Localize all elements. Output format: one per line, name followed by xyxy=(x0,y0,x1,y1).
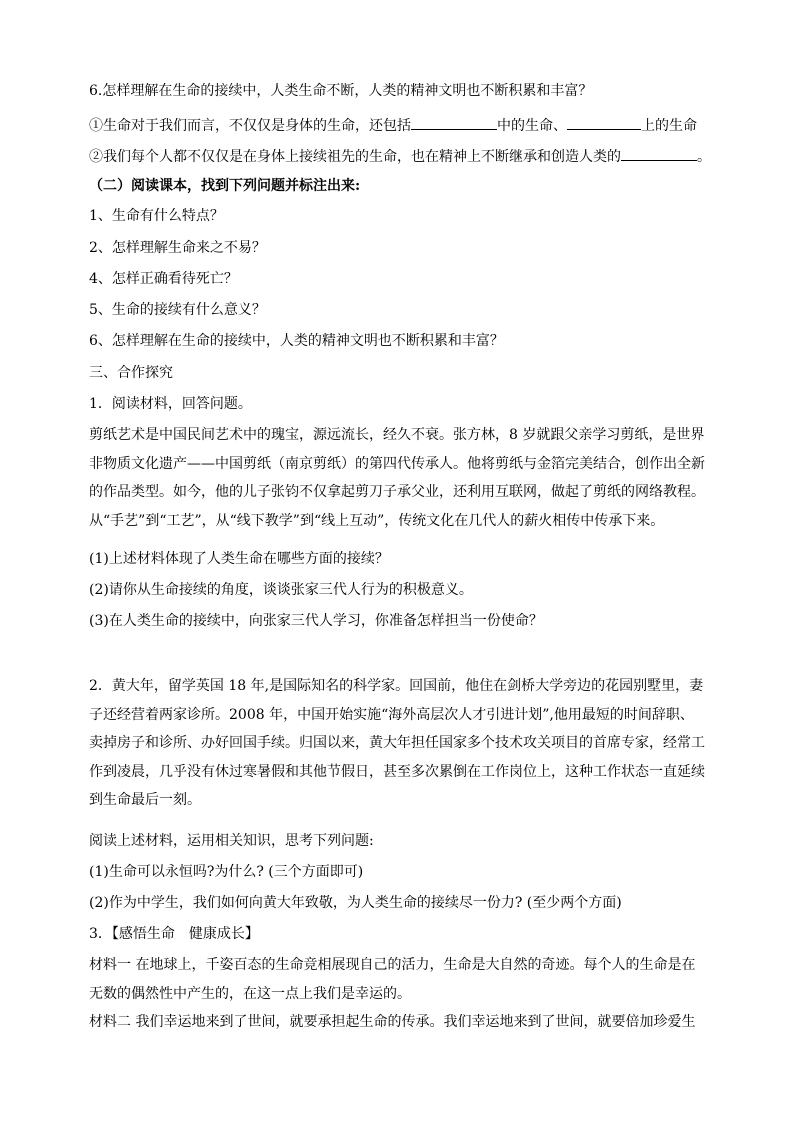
material-line: 到生命最后一刻。 xyxy=(89,792,201,808)
material-line: 从“手艺”到“工艺”，从“线下教学”到“线上互动”，传统文化在几代人的薪火相传中传承下来。 xyxy=(89,512,665,529)
material-line: 无数的偶然性中产生的，在这一点上我们是幸运的。 xyxy=(89,985,411,1002)
q6-item1-mid: 中的生命、 xyxy=(497,118,567,134)
section2-question: 6、怎样理解在生命的接续中，人类的精神文明也不断积累和丰富？ xyxy=(89,333,504,349)
section2-heading: （二）阅读课本，找到下列问题并标注出来: xyxy=(89,178,361,194)
q6-item1 xyxy=(89,115,697,135)
item2-intro: 阅读上述材料，运用相关知识，思考下列问题: xyxy=(89,833,374,849)
q6-item2-suffix: 。 xyxy=(697,149,711,165)
material-line: 材料二 我们幸运地来到了世间，就要承担起生命的传承。我们幸运地来到了世间，就要倍加珍爱生 xyxy=(89,1014,696,1030)
material-line: 卖掉房子和诊所、办好回国手续。归国以来，黄大年担任国家多个技术攻关项目的首席专家，经常工 xyxy=(89,735,705,751)
q6-item1-blank2[interactable] xyxy=(567,115,641,130)
material-line: 的作品类型。如今，他的儿子张钧不仅拿起剪刀子承父业，还利用互联网，做起了剪纸的网络教程。 xyxy=(89,484,705,500)
item1-title: 1．阅读材料，回答问题。 xyxy=(89,396,252,412)
section3-heading: 三、合作探究 xyxy=(89,365,173,381)
q6-item1-suffix: 上的生命 xyxy=(641,118,697,134)
item1-question: (1)上述材料体现了人类生命在哪些方面的接续？ xyxy=(89,551,389,567)
item1-question: (2)请你从生命接续的角度，谈谈张家三代人行为的积极意义。 xyxy=(89,582,473,598)
section2-question: 1、生命有什么特点？ xyxy=(89,208,224,224)
item3-material xyxy=(89,951,709,1037)
section2-question: 4、怎样正确看待死亡？ xyxy=(89,271,238,287)
item1-material xyxy=(89,421,709,535)
q6-item2-prefix: ②我们每个人都不仅仅是在身体上接续祖先的生命，也在精神上不断继承和创造人类的 xyxy=(89,149,621,165)
material-line: 作到凌晨，几乎没有休过寒暑假和其他节假日，甚至多次累倒在工作岗位上，这种工作状态一直延续 xyxy=(89,763,705,780)
section2-question: 2、怎样理解生命来之不易？ xyxy=(89,240,266,256)
material-line: 2．黄大年，留学英国 18 年,是国际知名的科学家。回国前，他住在剑桥大学旁边的花园别墅里，妻 xyxy=(89,678,704,694)
q6-item2 xyxy=(89,146,711,166)
item1-question: (3)在人类生命的接续中，向张家三代人学习，你准备怎样担当一份使命？ xyxy=(89,613,543,629)
item2-material xyxy=(89,672,709,815)
q6-item1-prefix: ①生命对于我们而言，不仅仅是身体的生命，还包括 xyxy=(89,118,411,134)
item2-question: (1)生命可以永恒吗?为什么? (三个方面即可) xyxy=(89,864,364,880)
material-line: 非物质文化遗产——中国剪纸（南京剪纸）的第四代传承人。他将剪纸与金箔完美结合，创作出全新 xyxy=(89,455,705,472)
q6-question: 6.怎样理解在生命的接续中，人类生命不断，人类的精神文明也不断积累和丰富？ xyxy=(89,83,593,99)
q6-item1-blank1[interactable] xyxy=(411,115,497,130)
item3-title: 3．【感悟生命 健康成长】 xyxy=(89,926,259,942)
material-line: 子还经营着两家诊所。2008 年，中国开始实施“海外高层次人才引进计划”,他用最短的时间辞职、 xyxy=(89,706,694,723)
item2-question: (2)作为中学生，我们如何向黄大年致敬，为人类生命的接续尽一份力? (至少两个方面) xyxy=(89,895,622,911)
material-line: 剪纸艺术是中国民间艺术中的瑰宝，源远流长，经久不衰。张方林，8 岁就跟父亲学习剪纸，是世界 xyxy=(89,427,705,443)
q6-item2-blank[interactable] xyxy=(621,146,697,161)
section2-question: 5、生命的接续有什么意义？ xyxy=(89,302,266,318)
material-line: 材料一 在地球上，千姿百态的生命竞相展现自己的活力，生命是大自然的奇迹。每个人的生命是在 xyxy=(89,957,696,973)
